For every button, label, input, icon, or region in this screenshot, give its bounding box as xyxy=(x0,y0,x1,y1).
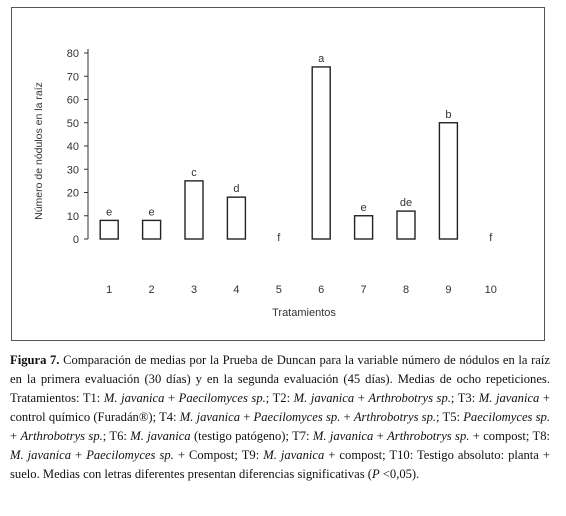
caption-italic-term: M. javanica xyxy=(312,429,374,443)
caption-italic-term: M. javanica xyxy=(179,410,240,424)
y-tick-label: 20 xyxy=(66,187,79,200)
caption-segment: ; T2: xyxy=(265,391,294,405)
x-tick-label: 9 xyxy=(445,284,452,296)
caption-segment: Comparación de medias por la Prueba de Duncan para la variable número de nódulos en la raíz en la primera evaluación (30 días) y en la segunda evaluación (45 días). Medias de ocho repeticiones. Tratamientos: T1: xyxy=(10,353,550,405)
caption-segment: + control químico (Furadán®); T4: xyxy=(10,391,551,424)
significance-letter: f xyxy=(489,232,493,244)
chart-frame xyxy=(11,7,545,341)
y-tick-label: 50 xyxy=(66,117,79,130)
bar-2 xyxy=(143,220,161,239)
bar-labels xyxy=(106,53,493,244)
caption-italic-term: Paecilomyces sp. xyxy=(463,410,551,424)
caption-italic-term: M. javanica xyxy=(478,391,540,405)
y-tick-label: 0 xyxy=(72,234,79,246)
bar-chart xyxy=(12,8,544,340)
significance-letter: e xyxy=(106,206,113,219)
significance-letter: e xyxy=(360,201,367,214)
y-axis-label: Número de nódulos en la raíz xyxy=(33,82,45,220)
caption-italic-term: Arthrobotrys sp. xyxy=(368,391,451,405)
y-tick-label: 60 xyxy=(66,94,79,107)
x-tick-label: 4 xyxy=(233,284,240,296)
x-tick-label: 5 xyxy=(275,284,282,296)
caption-text xyxy=(10,353,550,481)
caption-italic-term: M. javanica xyxy=(130,429,191,443)
y-tick-label: 80 xyxy=(66,48,79,60)
caption-segment: + xyxy=(354,391,369,405)
significance-letter: c xyxy=(191,166,197,179)
caption-italic-term: M. javanica xyxy=(293,391,355,405)
caption-italic-term: M. javanica xyxy=(10,448,72,462)
x-tick-label: 2 xyxy=(148,284,155,296)
caption-italic-term: Paecilomyces sp. xyxy=(253,410,341,424)
y-tick-label: 70 xyxy=(66,71,79,84)
caption-segment: + xyxy=(71,448,87,462)
y-tick-label: 40 xyxy=(66,141,79,153)
bar-9 xyxy=(439,123,457,239)
caption-segment: + xyxy=(373,429,388,443)
caption-italic-term: P xyxy=(371,467,380,481)
axes xyxy=(67,48,497,296)
caption-italic-term: M. javanica xyxy=(263,448,325,462)
caption-segment: + compost; T8: xyxy=(469,429,550,443)
significance-letter: e xyxy=(148,206,155,219)
caption-segment: <0,05). xyxy=(379,467,420,481)
x-tick-label: 6 xyxy=(318,284,325,296)
caption-segment: (testigo patógeno); T7: xyxy=(190,429,313,443)
caption-italic-term: Arthrobotrys sp. xyxy=(387,429,470,443)
caption-label: Figura 7. xyxy=(10,353,60,367)
x-tick-label: 3 xyxy=(190,284,198,296)
caption-segment: ; T3: xyxy=(450,391,479,405)
caption-segment: + xyxy=(240,410,254,424)
caption-italic-term: M. javanica xyxy=(103,391,165,405)
caption-segment: + compost; T10: Testigo absoluto: planta + suelo. Medias con letras diferentes presentan diferencias significativas ( xyxy=(10,448,550,481)
bar-4 xyxy=(227,197,245,239)
y-tick-label: 30 xyxy=(66,164,79,177)
caption-segment: + xyxy=(164,391,179,405)
bar-1 xyxy=(100,220,118,239)
significance-letter: a xyxy=(318,52,325,65)
caption-italic-term: Paecilomyces sp. xyxy=(178,391,266,405)
bar-6 xyxy=(312,67,330,239)
x-tick-label: 8 xyxy=(402,284,410,296)
caption-italic-term: Paecilomyces sp. xyxy=(86,448,174,462)
significance-letter: f xyxy=(277,232,281,244)
caption-segment: + Compost; T9: xyxy=(173,448,264,462)
figure-caption xyxy=(10,351,550,484)
caption-segment: + xyxy=(10,429,21,443)
caption-segment: ; T5: xyxy=(436,410,464,424)
y-tick-label: 10 xyxy=(66,210,79,223)
caption-italic-term: Arthrobotrys sp. xyxy=(353,410,437,424)
x-axis-label: Tratamientos xyxy=(272,307,336,319)
significance-letter: d xyxy=(233,183,240,196)
caption-segment: + xyxy=(340,410,354,424)
significance-letter: de xyxy=(399,197,413,210)
bar-3 xyxy=(185,181,203,239)
bar-7 xyxy=(355,216,373,239)
x-tick-label: 7 xyxy=(360,284,367,296)
caption-segment: ; T6: xyxy=(102,429,131,443)
x-tick-label: 10 xyxy=(484,284,497,296)
bar-8 xyxy=(397,211,415,239)
caption-italic-term: Arthrobotrys sp. xyxy=(20,429,103,443)
significance-letter: b xyxy=(445,108,452,121)
x-tick-label: 1 xyxy=(106,284,113,296)
